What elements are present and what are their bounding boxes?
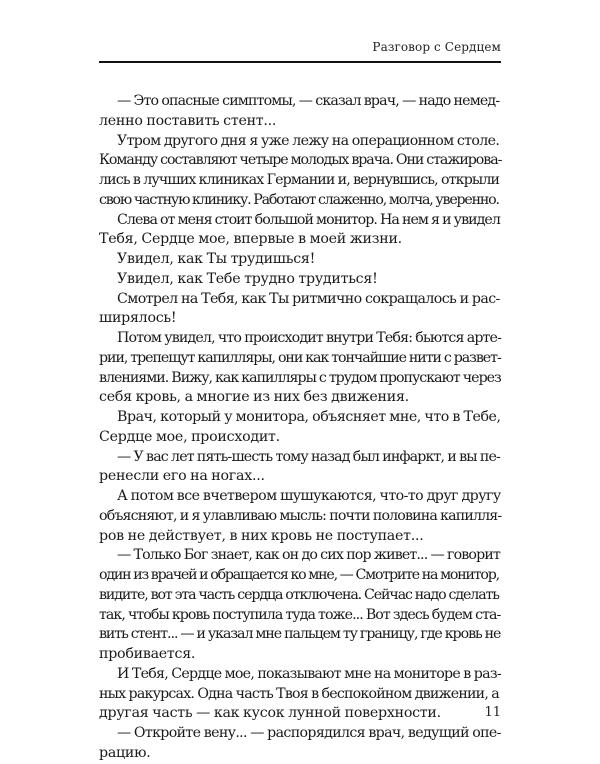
text-line: Команду составляют четыре молодых врача. Они стажирова- — [99, 152, 502, 169]
text-line: Потом увидел, что происходит внутри Тебя: бьются арте- — [117, 330, 502, 346]
body-text — [99, 92, 501, 764]
text-line: И Тебя, Сердце мое, показывают мне на мониторе в раз- — [117, 665, 501, 682]
text-line: видите, вот эта часть сердца отключена. Сейчас надо сделать — [99, 586, 499, 603]
text-line: Сердце мое, происходит. — [99, 428, 280, 445]
text-line: Увидел, как Тебе трудно трудиться! — [117, 270, 378, 287]
text-line: Утром другого дня я уже лежу на операционном столе. — [117, 132, 500, 149]
text-line: — У вас лет пять-шесть тому назад был инфаркт, и вы пе- — [117, 448, 500, 465]
text-line: — Это опасные симптомы, — сказал врач, — надо немед- — [117, 93, 500, 109]
text-line: пробивается. — [99, 646, 196, 662]
text-line: ренесли его на ногах... — [99, 468, 265, 485]
text-line: свою частную клинику. Работают слаженно, молча, уверенно. — [99, 191, 499, 208]
text-line: ширялось! — [99, 310, 177, 327]
text-line: себя кровь, а многие из них без движения. — [99, 389, 409, 406]
text-line: влениями. Вижу, как капилляры с трудом пропускают через — [99, 369, 501, 386]
text-line: лись в лучших клиниках Германии и, вернувшись, открыли — [99, 172, 500, 188]
text-line: рии, трепещут капилляры, они как тончайшие нити с развет- — [99, 349, 501, 366]
text-line: рацию. — [99, 744, 151, 761]
text-line: Врач, который у монитора, объясняет мне, что в Тебе, — [117, 409, 501, 425]
text-line: так, чтобы кровь поступила туда тоже... Вот здесь будем ста- — [99, 606, 501, 623]
text-line: Увидел, как Ты трудишься! — [117, 251, 316, 267]
running-head-title: Разговор с Сердцем — [372, 40, 501, 54]
text-line: А потом все вчетвером шушукаются, что-то друг другу — [117, 488, 501, 504]
text-line: ленно поставить стент... — [99, 112, 277, 129]
header-rule — [99, 61, 501, 63]
text-line: один из врачей и обращается ко мне, — Смотрите на монитор, — [99, 567, 499, 583]
text-line: Слева от меня стоит большой монитор. На нем я и увидел — [117, 211, 500, 228]
page-number: 11 — [484, 705, 501, 720]
text-line: ров не действует, в них кровь не поступает... — [99, 527, 424, 544]
text-line: — Откройте вену... — распорядился врач, ведущий опе- — [117, 725, 501, 741]
text-line: — Только Бог знает, как он до сих пор живет... — говорит — [117, 547, 500, 564]
text-line: объясняют, и я улавливаю мысль: почти половина капилля- — [99, 507, 502, 524]
text-line: ных ракурсах. Одна часть Твоя в беспокойном движении, а — [99, 685, 499, 702]
text-line: вить стент... — и указал мне пальцем ту границу, где кровь не — [99, 626, 501, 643]
text-line: другая часть — как кусок лунной поверхности. — [99, 705, 441, 722]
text-line: Смотрел на Тебя, как Ты ритмично сокращалось и рас- — [117, 290, 500, 307]
text-line: Тебя, Сердце мое, впервые в моей жизни. — [99, 231, 402, 248]
